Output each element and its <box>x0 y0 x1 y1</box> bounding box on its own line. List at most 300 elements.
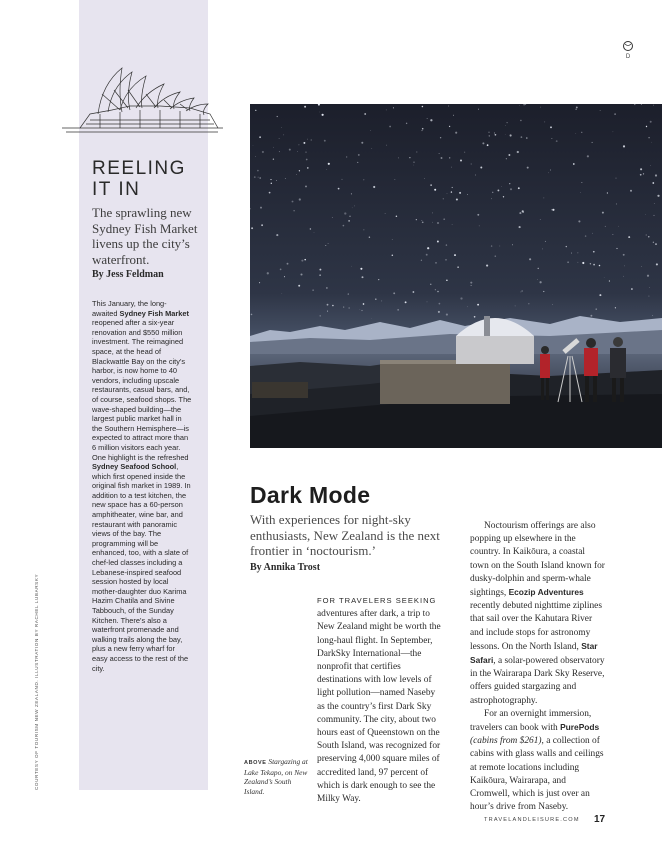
star-dot <box>443 198 444 199</box>
star-dot <box>363 303 365 305</box>
star-dot <box>349 308 350 309</box>
star-dot <box>381 300 382 301</box>
star-dot <box>552 209 554 211</box>
star-dot <box>299 198 301 200</box>
star-dot <box>604 277 605 278</box>
star-dot <box>457 266 459 268</box>
article-column-1 <box>317 594 445 806</box>
star-dot <box>648 296 649 297</box>
star-dot <box>319 112 320 113</box>
star-dot <box>503 196 504 197</box>
star-dot <box>630 190 632 192</box>
star-dot <box>327 169 328 170</box>
footer-website: TRAVELANDLEISURE.COM <box>484 817 580 823</box>
star-dot <box>449 157 450 158</box>
star-dot <box>545 241 546 242</box>
star-dot <box>398 309 399 310</box>
star-dot <box>439 303 441 305</box>
photo-caption <box>244 757 308 796</box>
star-dot <box>351 193 352 194</box>
article-column-1-text: adventures after dark, a trip to New Zealand might be worth the long-haul flight. In September, DarkSky International—the nonprofit that certifies destinations with low levels of light pollution—named Naseby as the country’s first Dark Sky community. The city, about two hours east of Queenstown on the South Island, was recognized for preserving 4,000 square miles of accredited land, 97 percent of which is dark enough to see the Milky Way. <box>317 609 441 805</box>
star-dot <box>515 306 516 307</box>
star-dot <box>520 291 521 292</box>
star-dot <box>310 228 311 229</box>
star-dot <box>298 285 300 287</box>
venue-name: Star Safari <box>470 640 598 666</box>
star-dot <box>451 191 452 192</box>
star-dot <box>653 215 654 216</box>
star-dot <box>448 106 449 107</box>
star-dot <box>593 264 595 266</box>
star-dot <box>319 274 321 276</box>
star-dot <box>596 308 597 309</box>
star-dot <box>519 226 521 228</box>
star-dot <box>518 187 520 189</box>
star-dot <box>487 144 489 146</box>
star-dot <box>646 234 647 235</box>
star-dot <box>543 291 544 292</box>
article-paragraph-2 <box>470 520 605 708</box>
star-dot <box>283 135 284 136</box>
star-dot <box>495 134 497 136</box>
star-dot <box>523 104 524 105</box>
star-dot <box>528 303 529 304</box>
star-dot <box>320 315 321 316</box>
star-dot <box>491 245 492 246</box>
star-dot <box>342 179 343 180</box>
star-dot <box>543 197 544 198</box>
star-dot <box>413 161 415 163</box>
star-dot <box>578 220 580 222</box>
star-dot <box>600 110 601 111</box>
price-note: (cabins from $261) <box>470 736 542 747</box>
article-lead-in: FOR TRAVELERS SEEKING <box>317 596 437 605</box>
star-dot <box>623 145 625 147</box>
star-dot <box>292 201 294 203</box>
star-dot <box>464 152 465 153</box>
venue-name: PurePods <box>560 722 600 733</box>
star-dot <box>441 157 443 159</box>
body-run: recently debuted nighttime ziplines that sail over the Kahutara River and include stops for astronomy lessons. On the North Island, <box>470 601 602 652</box>
star-dot <box>477 304 479 306</box>
star-dot <box>650 165 651 166</box>
star-dot <box>267 272 269 274</box>
star-dot <box>437 222 439 224</box>
star-dot <box>422 221 424 223</box>
star-dot <box>613 131 614 132</box>
star-dot <box>421 260 422 261</box>
star-dot <box>357 162 358 163</box>
star-dot <box>398 157 399 158</box>
star-dot <box>653 242 654 243</box>
star-dot <box>260 207 262 209</box>
star-dot <box>348 220 350 222</box>
star-dot <box>497 189 499 191</box>
star-dot <box>539 281 541 283</box>
star-dot <box>253 145 254 146</box>
star-dot <box>430 184 431 185</box>
star-dot <box>306 159 308 161</box>
star-dot <box>452 187 453 188</box>
lake-tekapo-night-photo <box>250 104 662 448</box>
star-dot <box>657 195 659 197</box>
star-dot <box>519 105 520 106</box>
star-dot <box>459 192 461 194</box>
star-dot <box>284 276 285 277</box>
star-dot <box>293 210 294 211</box>
sidebar-byline: By Jess Feldman <box>92 269 164 280</box>
star-dot <box>452 224 453 225</box>
star-dot <box>607 192 608 193</box>
star-dot <box>551 209 552 210</box>
star-dot <box>550 126 552 128</box>
star-dot <box>542 249 543 250</box>
star-dot <box>304 259 306 261</box>
star-dot <box>351 266 352 267</box>
star-dot <box>343 225 345 227</box>
star-dot <box>581 132 582 133</box>
star-dot <box>304 106 306 108</box>
star-dot <box>652 182 654 184</box>
star-dot <box>474 316 476 318</box>
star-dot <box>482 142 484 144</box>
star-dot <box>251 227 253 229</box>
star-dot <box>378 279 379 280</box>
star-dot <box>599 265 601 267</box>
star-dot <box>307 139 308 140</box>
star-dot <box>517 151 519 153</box>
body-run: This January, the long-awaited <box>92 299 167 318</box>
star-dot <box>276 180 277 181</box>
body-run: , which first opened inside the original fish market in 1989. In addition to a test kitchen, the new space has a 60-person amphitheater, wine bar, and restaurant with panoramic views of the bay. The programming will be enhanced, too, with a slate of chef-led classes including a Lebanese-inspired seafood session hosted by local mother-daughter duo Karima Hazim Chatila and Sivine Tabbouch, of the Sunday Kitchen. There’s also a waterfront promenade and walking trails along the bay, plus a new ferry wharf for easy access to the rest of the city. <box>92 462 191 673</box>
opera-house-illustration <box>60 62 225 140</box>
star-dot <box>640 168 642 170</box>
star-dot <box>550 169 551 170</box>
star-dot <box>422 128 424 130</box>
star-dot <box>587 155 589 157</box>
star-dot <box>427 247 429 249</box>
star-dot <box>343 307 344 308</box>
star-dot <box>373 186 375 188</box>
star-dot <box>389 126 391 128</box>
star-dot <box>656 263 658 265</box>
star-dot <box>593 251 595 253</box>
star-dot <box>349 215 351 217</box>
photo-credit: COURTESY OF TOURISM NEW ZEALAND. ILLUSTRATION BY RACHEL LUBARSKY <box>34 573 39 790</box>
star-dot <box>585 235 586 236</box>
star-dot <box>393 292 395 294</box>
star-dot <box>526 137 528 139</box>
star-dot <box>582 182 583 183</box>
star-dot <box>576 106 578 108</box>
star-dot <box>426 254 428 256</box>
star-dot <box>255 110 256 111</box>
star-dot <box>273 159 274 160</box>
star-dot <box>552 138 553 139</box>
star-dot <box>505 125 506 126</box>
star-dot <box>312 289 313 290</box>
star-dot <box>416 219 417 220</box>
star-dot <box>314 232 315 233</box>
star-dot <box>414 165 415 166</box>
star-dot <box>300 273 302 275</box>
star-dot <box>573 163 575 165</box>
star-dot <box>271 183 272 184</box>
sidebar-title <box>92 158 207 200</box>
star-dot <box>655 174 657 176</box>
star-dot <box>348 293 349 294</box>
star-dot <box>478 109 479 110</box>
star-dot <box>393 107 394 108</box>
star-dot <box>434 189 436 191</box>
star-dot <box>322 114 324 116</box>
star-dot <box>386 110 387 111</box>
star-dot <box>645 214 646 215</box>
star-dot <box>437 241 439 243</box>
star-dot <box>582 262 584 264</box>
star-dot <box>494 133 495 134</box>
star-dot <box>602 212 604 214</box>
star-dot <box>440 137 441 138</box>
star-dot <box>369 236 370 237</box>
star-dot <box>437 291 439 293</box>
star-dot <box>456 198 458 200</box>
star-dot <box>578 253 579 254</box>
star-dot <box>521 136 523 138</box>
star-dot <box>269 192 271 194</box>
star-dot <box>332 217 333 218</box>
star-dot <box>262 151 264 153</box>
star-dot <box>326 287 327 288</box>
star-dot <box>592 142 593 143</box>
star-dot <box>328 243 329 244</box>
star-dot <box>618 226 619 227</box>
body-run: Noctourism offerings are also popping up elsewhere in the country. In Kaikōura, a coastal town on the South Island known for dusky-dolphin and sperm-whale sightings, <box>470 521 605 599</box>
star-dot <box>435 262 436 263</box>
star-dot <box>480 167 482 169</box>
star-dot <box>446 314 448 316</box>
star-dot <box>276 234 278 236</box>
star-dot <box>613 234 614 235</box>
star-dot <box>537 279 538 280</box>
star-dot <box>571 253 572 254</box>
star-dot <box>432 213 433 214</box>
star-dot <box>650 121 652 123</box>
star-dot <box>446 259 447 260</box>
star-dot <box>279 138 280 139</box>
star-dot <box>406 123 407 124</box>
star-dot <box>580 192 581 193</box>
star-dot <box>454 254 456 256</box>
star-dot <box>363 179 364 180</box>
star-dot <box>495 255 497 257</box>
star-dot <box>372 148 373 149</box>
star-dot <box>385 213 386 214</box>
star-dot <box>455 132 457 134</box>
star-dot <box>299 170 300 171</box>
caption-label: ABOVE <box>244 760 267 766</box>
star-dot <box>427 302 428 303</box>
star-dot <box>614 113 616 115</box>
star-dot <box>527 167 529 169</box>
star-dot <box>545 122 546 123</box>
sidebar-title-line1: REELING <box>92 158 186 179</box>
corner-letter: D <box>625 54 631 60</box>
star-dot <box>652 315 653 316</box>
star-dot <box>506 122 507 123</box>
star-dot <box>277 116 278 117</box>
star-dot <box>499 246 500 247</box>
star-dot <box>575 109 576 110</box>
star-dot <box>640 174 642 176</box>
star-dot <box>259 282 260 283</box>
star-dot <box>259 177 261 179</box>
star-dot <box>446 244 447 245</box>
star-dot <box>548 173 549 174</box>
star-dot <box>439 153 440 154</box>
star-dot <box>510 188 512 190</box>
star-dot <box>643 173 644 174</box>
star-dot <box>538 268 539 269</box>
star-dot <box>281 293 282 294</box>
star-dot <box>386 145 387 146</box>
star-dot <box>409 157 410 158</box>
star-dot <box>392 255 394 256</box>
star-dot <box>281 127 282 128</box>
star-dot <box>258 177 259 178</box>
star-dot <box>475 175 476 176</box>
star-dot <box>427 118 428 119</box>
star-dot <box>375 298 377 300</box>
star-dot <box>354 206 355 207</box>
star-dot <box>653 105 654 106</box>
star-dot <box>371 318 372 319</box>
star-dot <box>520 120 521 121</box>
article-byline: By Annika Trost <box>250 562 321 573</box>
star-dot <box>396 216 398 218</box>
star-dot <box>332 305 334 307</box>
star-dot <box>364 113 366 115</box>
star-dot <box>471 285 472 286</box>
star-dot <box>623 276 624 277</box>
star-dot <box>492 192 493 193</box>
star-dot <box>486 265 488 267</box>
star-dot <box>590 315 592 317</box>
star-dot <box>509 183 510 184</box>
star-dot <box>460 297 462 299</box>
star-dot <box>344 212 346 214</box>
body-run: For an overnight immersion, travelers can book with <box>470 708 592 734</box>
article-paragraph-3 <box>470 708 605 815</box>
star-dot <box>307 167 309 169</box>
star-dot <box>392 239 393 240</box>
star-dot <box>416 151 417 152</box>
star-dot <box>599 294 601 296</box>
star-dot <box>257 170 259 172</box>
star-dot <box>280 269 282 271</box>
star-dot <box>470 282 472 284</box>
caption-text: Stargazing at Lake Tekapo, on New Zealand’s South Island. <box>244 757 308 796</box>
star-dot <box>578 262 579 263</box>
star-dot <box>346 156 347 157</box>
star-dot <box>270 179 271 180</box>
star-dot <box>646 126 647 127</box>
star-dot <box>609 280 610 281</box>
star-dot <box>467 306 468 307</box>
star-dot <box>360 268 362 270</box>
star-dot <box>303 142 305 144</box>
page-number: 17 <box>594 814 606 825</box>
venue-name: Ecozip Adventures <box>508 587 584 598</box>
star-dot <box>529 258 531 260</box>
star-dot <box>285 178 286 179</box>
star-dot <box>648 137 650 139</box>
star-dot <box>449 126 450 127</box>
star-dot <box>305 151 306 152</box>
star-dot <box>395 179 396 180</box>
star-dot <box>624 266 625 267</box>
star-dot <box>298 144 299 145</box>
venue-name: Sydney Seafood School <box>92 462 177 472</box>
star-dot <box>592 233 593 234</box>
star-dot <box>287 263 289 265</box>
star-dot <box>446 280 448 282</box>
star-dot <box>506 158 507 159</box>
star-dot <box>311 140 312 141</box>
star-dot <box>623 254 625 256</box>
star-dot <box>655 243 657 245</box>
star-dot <box>628 236 630 238</box>
star-dot <box>338 188 340 190</box>
star-dot <box>616 248 617 249</box>
star-dot <box>512 244 513 245</box>
body-run: , a solar-powered observatory in the Wairarapa Dark Sky Reserve, offers guided stargazing and astrophotography. <box>470 656 605 706</box>
star-dot <box>422 130 423 131</box>
star-dot <box>631 288 633 290</box>
sidebar-title-line2: IT IN <box>92 179 141 200</box>
star-dot <box>360 309 361 310</box>
star-dot <box>352 207 353 208</box>
star-dot <box>590 263 591 264</box>
star-dot <box>647 275 649 277</box>
star-dot <box>430 119 432 121</box>
star-dot <box>522 211 524 213</box>
star-dot <box>361 310 362 311</box>
star-dot <box>421 220 422 221</box>
star-dot <box>305 185 307 187</box>
star-dot <box>556 140 558 142</box>
star-dot <box>467 194 468 195</box>
star-dot <box>648 236 649 237</box>
star-dot <box>435 289 436 290</box>
star-dot <box>432 222 433 223</box>
star-dot <box>364 230 365 231</box>
star-dot <box>289 149 291 151</box>
star-dot <box>451 167 452 168</box>
star-dot <box>405 301 407 303</box>
star-dot <box>522 291 523 292</box>
star-dot <box>508 154 510 156</box>
star-dot <box>370 130 371 131</box>
venue-name: Sydney Fish Market <box>119 308 189 318</box>
star-dot <box>540 107 541 108</box>
star-dot <box>641 266 642 267</box>
star-dot <box>279 151 280 152</box>
star-dot <box>566 246 567 247</box>
star-dot <box>254 176 256 178</box>
star-dot <box>616 203 617 204</box>
star-dot <box>552 304 553 305</box>
